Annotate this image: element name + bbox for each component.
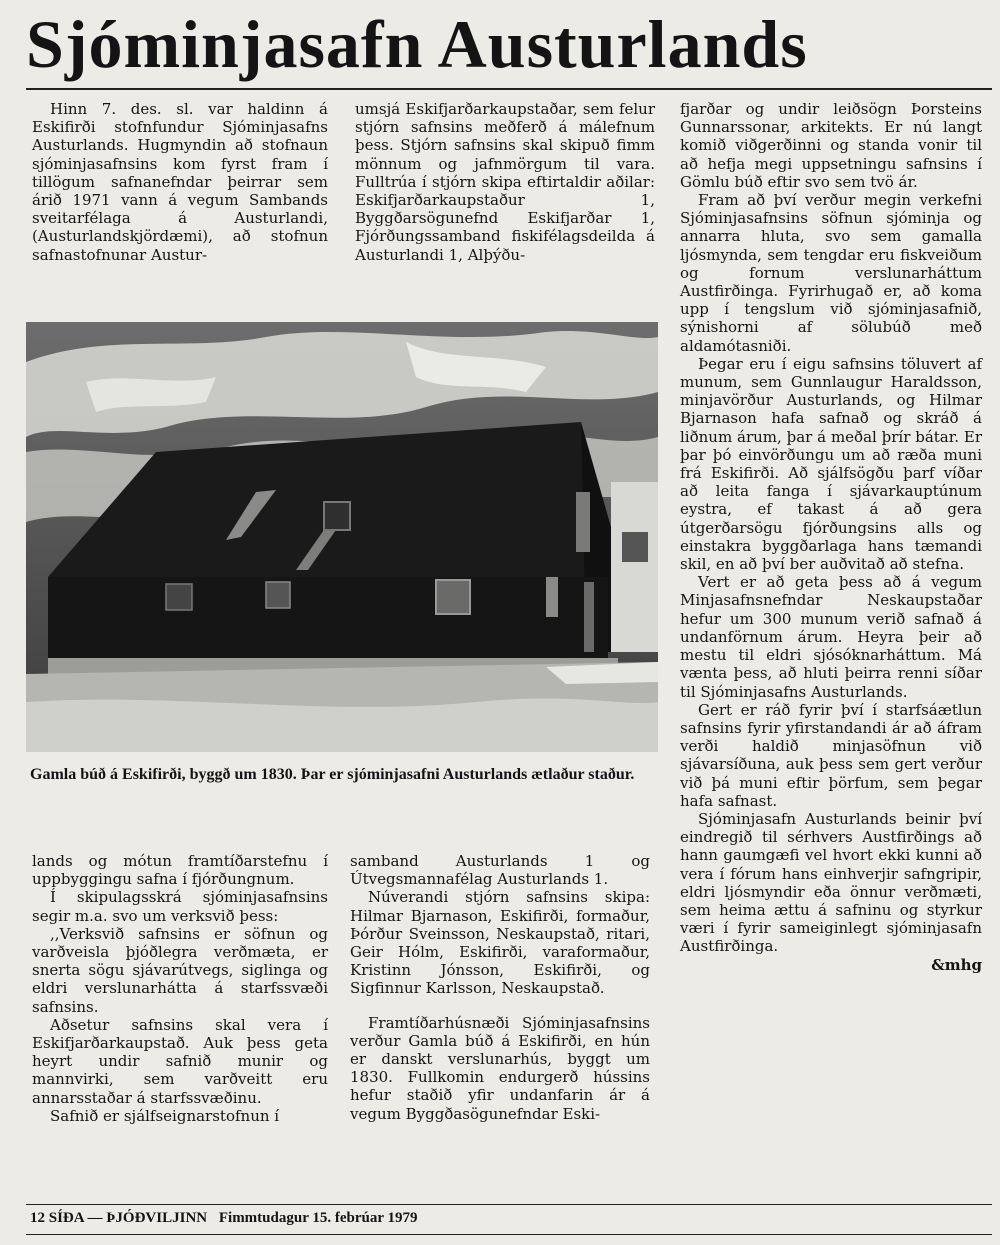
article-paragraph: Aðsetur safnsins skal vera í Eskifjarðarkaupstað. Auk þess geta heyrt undir safnið munir og mannvirki, sem varðveitt eru annarsstaðar á starfssvæðinu. [32, 1015, 328, 1107]
article-paragraph: fjarðar og undir leiðsögn Þorsteins Gunnarssonar, arkitekts. Er nú langt komið viðgerðinni og standa vonir til að hefja megi uppsetningu safnsins í Gömlu búð eftir svo sem tvö ár. [680, 100, 982, 191]
article-paragraph: Þegar eru í eigu safnsins töluvert af munum, sem Gunnlaugur Haraldsson, minjavörður Austurlands, og Hilmar Bjarnason hafa safnað og skráð á liðnum árum, þar á meðal þrír bátar. Er þar þó einvörðungu um að ræða muni frá Eskifirði. Að sjálfsögðu þarf víðar að leita fanga í sjávarkauptúnum eystra, ef takast á að gera útgerðarsögu fjórðungsins alls og einstakra byggðarlaga hans tæmandi skil, en að því ber auðvitað að stefna. [680, 354, 982, 574]
article-paragraph: samband Austurlands 1 og Útvegsmannafélag Austurlands 1. [350, 852, 650, 889]
article-paragraph: Gert er ráð fyrir því í starfsáætlun safnsins fyrir yfirstandandi ár að áfram verði haldið minjasöfnun við sjávarsíðuna, auk þess sem gert verður við þá muni eftir þörfum, sem þegar hafa safnast. [680, 700, 982, 810]
article-column-2-bottom [350, 852, 650, 1123]
article-paragraph: Safnið er sjálfseignarstofnun í [50, 1106, 280, 1125]
author-signature: &mhg [931, 955, 982, 974]
article-column-2-top [355, 100, 655, 264]
headline: Sjóminjasafn Austurlands [26, 6, 808, 82]
article-paragraph: Í skipulagsskrá sjóminjasafnsins segir m.a. svo um verksvið þess: [32, 888, 328, 925]
article-paragraph: Fram að því verður megin verkefni Sjóminjasafnsins söfnun sjóminja og annarra hluta, svo sem gamalla ljósmynda, sem tengdar eru fiskveiðum og fornum verslunarháttum Austfirðinga. Fyrirhugað er, að koma upp í tengslum við sjóminjasafnið, sýnishorni af sölubúð með aldamótasniði. [680, 191, 982, 355]
article-paragraph: ,,Verksvið safnsins er söfnun og varðveisla þjóðlegra verðmæta, er snerta sögu sjávarútvegs, siglinga og eldri verslunarhátta á starfssvæði safnsins. [32, 924, 328, 1016]
article-paragraph: umsjá Eskifjarðarkaupstaðar, sem felur stjórn safnsins meðferð á málefnum þess. Stjórn safnsins skal skipuð fimm mönnum og jafnmörgum til vara. Fulltrúa í stjórn skipa eftirtaldir aðilar: Eskifjarðarkaupstaður 1, Byggðarsögunefnd Eskifjarðar 1, Fjórðungssamband fiskifélagsdeilda á Austurlandi 1, Alþýðu- [355, 100, 655, 264]
article-paragraph: Núverandi stjórn safnsins skipa: Hilmar Bjarnason, Eskifirði, formaður, Þórður Sveinsson, Neskaupstað, ritari, Geir Hólm, Eskifirði, varaformaður, Kristinn Jónsson, Eskifirði, og Sigfinnur Karlsson, Neskaupstað. [350, 888, 650, 998]
article-paragraph: Sjóminjasafn Austurlands beinir því eindregið til sérhvers Austfirðings að hann gaumgæfi vel hvort ekki kunni að vera í fórum hans einhverjir safngripir, eldri ljósmyndir eða önnur verðmæti, sem heima ættu á safninu og styrkur væri í fyrir sameiginlegt sjóminjasafn Austfirðinga. [680, 809, 982, 956]
page-footer [30, 1210, 730, 1227]
footer-date: Fimmtudagur 15. febrúar 1979 [218, 1210, 418, 1226]
footer-rule [26, 1204, 992, 1205]
article-column-3 [680, 100, 982, 974]
bottom-rule [26, 1234, 992, 1235]
article-paragraph: Hinn 7. des. sl. var haldinn á Eskifirði stofnfundur Sjóminjasafns Austurlands. Hugmyndin að stofnaun sjóminjasafnsins kom fyrst fram í tillögum safnanefndar þeirrar sem árið 1971 vann á vegum Sambands sveitarfélaga á Austurlandi, (Austurlandskjördæmi), að stofnun safnastofnunar Austur- [32, 100, 328, 264]
footer-page-label: 12 SÍÐA — ÞJÓÐVILJINN [30, 1210, 208, 1226]
article-paragraph: Vert er að geta þess að á vegum Minjasafnsnefndar Neskaupstaðar hefur um 300 munum verið safnað á undanförnum árum. Heyra þeir að mestu til eldri sjósóknarháttum. Má vænta þess, að hluti þeirra renni síðar til Sjóminjasafns Austurlands. [680, 573, 982, 701]
article-paragraph: Framtíðarhúsnæði Sjóminjasafnsins verður Gamla búð á Eskifirði, en hún er danskt verslunarhús, byggt um 1830. Fullkomin endurgerð hússins hefur staðið yfir undanfarin ár á vegum Byggðasögunefndar Eski- [350, 1013, 650, 1123]
building-photo [26, 322, 658, 752]
article-column-1-bottom [32, 852, 328, 1125]
headline-rule [26, 88, 992, 90]
house-illustration [26, 322, 658, 752]
article-paragraph: lands og mótun framtíðarstefnu í uppbyggingu safna í fjórðungnum. [32, 852, 328, 889]
article-column-1-top [32, 100, 328, 264]
photo-caption: Gamla búð á Eskifirði, byggð um 1830. Þar er sjóminjasafni Austurlands ætlaður staður. [30, 766, 635, 783]
